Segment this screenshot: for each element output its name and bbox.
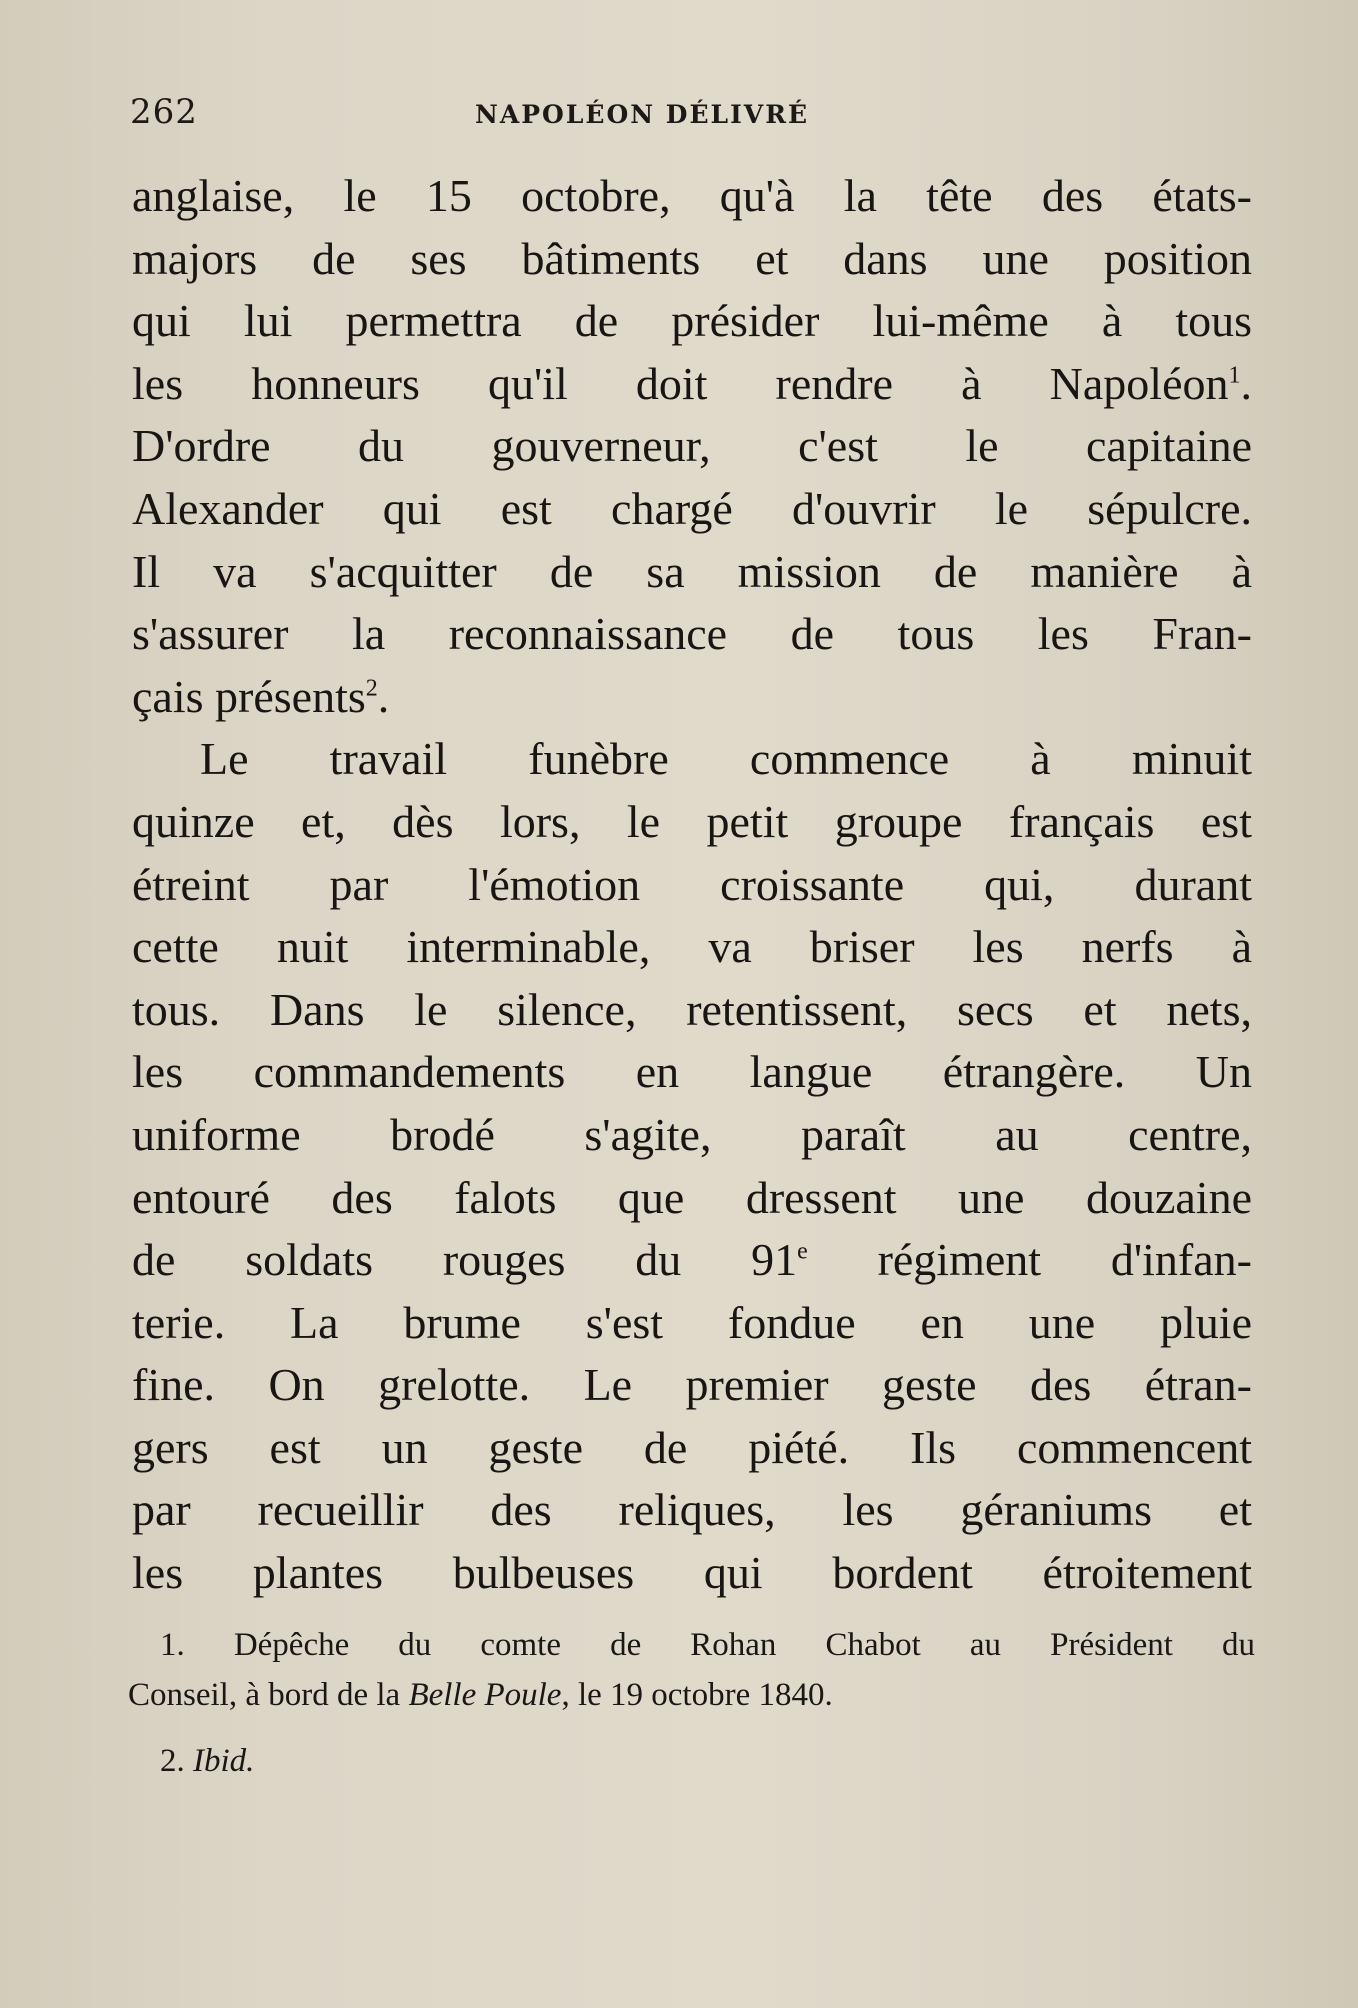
ibid: Ibid. (193, 1743, 255, 1779)
page-header (130, 92, 1255, 142)
text-line: étreint par l'émotion croissante qui, durant (132, 858, 1252, 910)
running-title: NAPOLÉON DÉLIVRÉ (475, 100, 810, 129)
footnote-ref-2: 2 (365, 675, 378, 702)
footnote-2 (160, 1736, 1255, 1786)
text-segment: , le 19 octobre 1840. (561, 1677, 833, 1713)
text-line: qui lui permettra de présider lui-même à tous (132, 295, 1252, 347)
text-segment: de soldats rouges du 91 (132, 1234, 798, 1286)
footnotes (128, 1620, 1255, 1786)
text-segment: . (377, 670, 390, 722)
text-line: s'assurer la reconnaissance de tous les Fran- (132, 608, 1252, 660)
text-line: Alexander qui est chargé d'ouvrir le sépulcre. (132, 482, 1252, 534)
text-segment: . (1240, 357, 1252, 409)
text-line: Le travail funèbre commence à minuit (200, 733, 1252, 785)
text-line: entouré des falots que dressent une douzaine (132, 1171, 1252, 1223)
text-line: anglaise, le 15 octobre, qu'à la tête des états- (132, 170, 1252, 221)
text-line (132, 1229, 1252, 1292)
text-line: cette nuit interminable, va briser les nerfs à (132, 921, 1252, 973)
text-line: par recueillir des reliques, les géraniums et (132, 1484, 1252, 1536)
text-line: majors de ses bâtiments et dans une position (132, 232, 1252, 284)
text-line: uniforme brodé s'agite, paraît au centre, (132, 1108, 1252, 1160)
text-segment: çais présents (132, 670, 366, 722)
text-line: Il va s'acquitter de sa mission de manière à (132, 545, 1252, 597)
text-line (132, 353, 1252, 416)
footnote-ref-1: 1 (1228, 362, 1241, 389)
text-segment: Conseil, à bord de la (128, 1677, 409, 1713)
text-line (132, 666, 1252, 729)
text-line: les commandements en langue étrangère. Un (132, 1046, 1252, 1098)
text-line: tous. Dans le silence, retentissent, secs et nets, (132, 983, 1252, 1035)
text-segment: 2. (160, 1743, 193, 1779)
superscript-e: e (797, 1238, 808, 1265)
text-segment: les honneurs qu'il doit rendre à Napoléon (132, 357, 1229, 409)
body-text (132, 165, 1252, 1605)
page-number: 262 (130, 92, 198, 132)
text-segment: régiment d'infan- (807, 1234, 1252, 1286)
ship-name: Belle Poule (408, 1677, 562, 1713)
text-line: D'ordre du gouverneur, c'est le capitaine (132, 420, 1252, 472)
footnote-1-line-1: 1. Dépêche du comte de Rohan Chabot au Président du (160, 1627, 1255, 1663)
footnote-1-line-2 (128, 1670, 1255, 1720)
text-line: gers est un geste de piété. Ils commencent (132, 1421, 1252, 1473)
text-line: les plantes bulbeuses qui bordent étroitement (132, 1547, 1252, 1599)
text-line: fine. On grelotte. Le premier geste des étran- (132, 1359, 1252, 1411)
text-line: terie. La brume s'est fondue en une pluie (132, 1296, 1252, 1348)
text-line: quinze et, dès lors, le petit groupe français est (132, 795, 1252, 847)
